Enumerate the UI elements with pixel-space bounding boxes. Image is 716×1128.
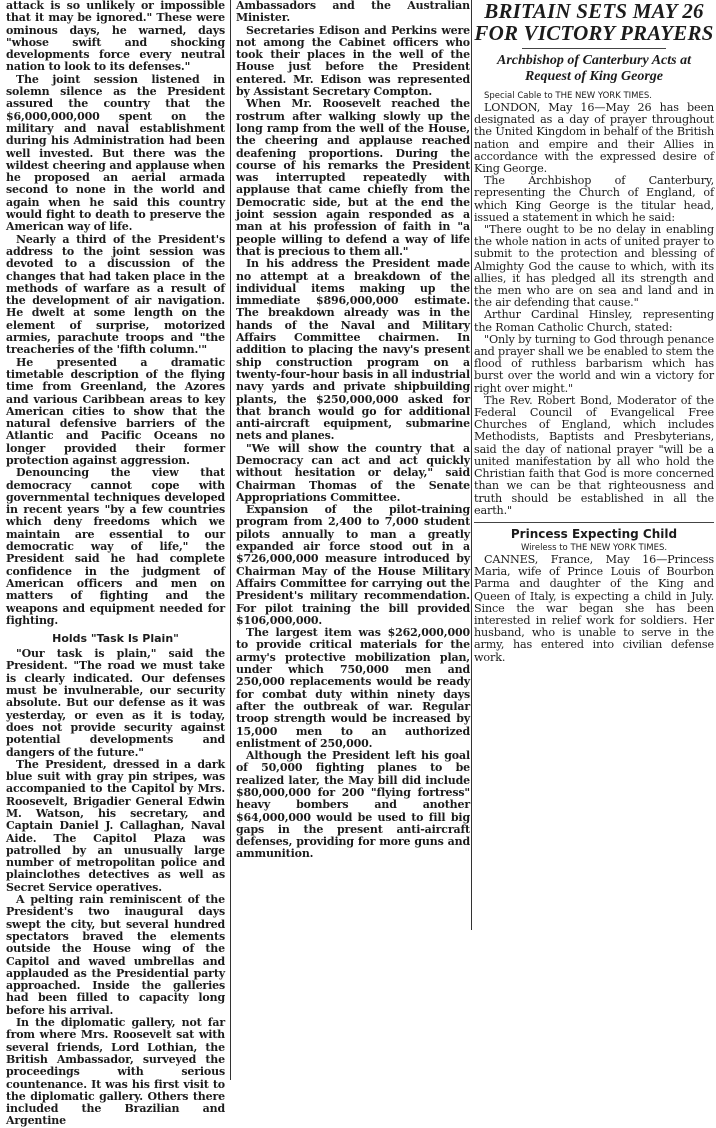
divider	[522, 48, 666, 49]
headline: BRITAIN SETS MAY 26 FOR VICTORY PRAYERS	[474, 0, 714, 45]
paragraph: In the diplomatic gallery, not far from where Mrs. Roosevelt sat with several friends, Lord Lothian, the British Ambassador, surveyed the proceedings with serious countenance. It was his first visit to the diplomatic gallery. Others there included the Brazilian and Argentine	[6, 1016, 225, 1128]
paragraph: The President, dressed in a dark blue suit with gray pin stripes, was accompanied to the Capitol by Mrs. Roosevelt, Brigadier General Edwin M. Watson, his secretary, and Captain Daniel J. Callaghan, Naval Aide. The Capitol Plaza was patrolled by an unusually large number of metropolitan police and plainclothes detectives as well as Secret Service operatives.	[6, 757, 225, 894]
paragraph: "Only by turning to God through penance and prayer shall we be enabled to stem the flood of ruthless barbarism which has burst over the world and win a victory for right over might."	[474, 332, 714, 395]
wireline: Wireless to THE NEW YORK TIMES.	[520, 542, 668, 553]
paragraph: The Rev. Robert Bond, Moderator of the Federal Council of Evangelical Free Churches of England, which includes Methodists, Baptists and Presbyterians, said the day of national prayer "will be a united manifestation by all who hold the Christian faith that God is more concerned than we can be that righteousness and truth should be established in all the earth."	[474, 393, 714, 517]
paragraph: When Mr. Roosevelt reached the rostrum after walking slowly up the long ramp from the well of the House, the cheering and applause reached deafening proportions. During the course of his remarks the President was interrupted repeatedly with applause that came chiefly from the Democratic side, but at the end the joint session again responded as a man at his profession of faith in "a people willing to defend a way of life that is precious to them all."	[236, 97, 470, 258]
article-column-3	[474, 0, 714, 922]
paragraph: He presented a dramatic timetable description of the flying time from Greenland, the Azores and various Caribbean areas to key American cities to show that the natural defensive barriers of the Atlantic and Pacific Oceans no longer provided their former protection against aggression.	[6, 355, 225, 467]
box-headline: Princess Expecting Child	[510, 526, 678, 541]
column-rule-left	[230, 0, 231, 1080]
subheading: Holds "Task Is Plain"	[52, 632, 179, 646]
paragraph: "Our task is plain," said the President. "The road we must take is clearly indicated. Our defenses must be invulnerable, our security absolute. But our defense as it was yesterday, or even as it is today, does not provide security against potential developments and dangers of the future."	[6, 647, 225, 759]
divider	[474, 522, 714, 523]
paragraph: Although the President left his goal of 50,000 fighting planes to be realized later, the May bill did include $80,000,000 for 200 "flying fortress" heavy bombers and another $64,000,000 would be used to fill big gaps in the present anti-aircraft defenses, providing for more guns and ammunition.	[236, 749, 470, 861]
paragraph: "There ought to be no delay in enabling the whole nation in acts of united prayer to submit to the protection and blessing of Almighty God the cause to which, with its allies, it has pledged all its strength and the men who are on sea and land and in the air defending that cause."	[474, 223, 714, 310]
paragraph: A pelting rain reminiscent of the President's two inaugural days swept the city, but several hundred spectators braved the elements outside the House wing of the Capitol and waved umbrellas and applauded as the Presidential party approached. Inside the galleries had been filled to capacity long before his arrival.	[6, 893, 225, 1017]
paragraph: Arthur Cardinal Hinsley, representing the Roman Catholic Church, stated:	[474, 308, 714, 334]
paragraph: The Archbishop of Canterbury, representing the Church of England, of which King George is the titular head, issued a statement in which he said:	[474, 174, 714, 224]
deck-headline: Archbishop of Canterbury Acts at Request of King George	[497, 53, 691, 84]
paragraph: attack is so unlikely or impossible that it may be ignored." These were ominous days, he warned, days "whose swift and shocking developments force every neutral nation to look to its defenses."	[6, 0, 225, 74]
paragraph: Expansion of the pilot-training program from 2,400 to 7,000 student pilots annually to man a greatly expanded air force stood out in a $726,000,000 measure introduced by Chairman May of the House Military Affairs Committee for carrying out the President's military recommendation. For pilot training the bill provided $106,000,000.	[236, 503, 470, 627]
article-column-1	[6, 0, 225, 1128]
paragraph: In his address the President made no attempt at a breakdown of the individual items making up the immediate $896,000,000 estimate. The breakdown already was in the hands of the Naval and Military Affairs Committee chairmen. In addition to placing the navy's present ship construction program on a twenty-four-hour basis in all industrial navy yards and private shipbuilding plants, the $250,000,000 asked for that branch would go for additional anti-aircraft equipment, submarine nets and planes.	[236, 257, 470, 443]
paragraph: Denouncing the view that democracy cannot cope with governmental techniques developed in recent years "by a few countries which deny freedoms which we maintain are essential to our democratic way of life," the President said he had complete confidence in the judgment of American officers and men on matters of fighting and the weapons and equipment needed for fighting.	[6, 466, 225, 627]
paragraph: "We will show the country that a Democracy can act and act quickly without hesitation or delay," said Chairman Thomas of the Senate Appropriations Committee.	[236, 441, 470, 504]
dateline: Special Cable to THE NEW YORK TIMES.	[484, 91, 652, 101]
paragraph: Nearly a third of the President's address to the joint session was devoted to a discussion of the changes that had taken place in the methods of warfare as a result of the development of air navigation. He dwelt at some length on the element of surprise, motorized armies, parachute troops and "the treacheries of the 'fifth column.'"	[6, 232, 225, 357]
paragraph: The joint session listened in solemn silence as the President assured the country that the $6,000,000,000 spent on the military and naval establishment during his Administration had been well invested. But there was the wildest cheering and applause when he proposed an aerial armada second to none in the world and again when he said this country would fight to death to preserve the American way of life.	[6, 72, 225, 234]
paragraph: CANNES, France, May 16—Princess Maria, wife of Prince Louis of Bourbon Parma and daughter of the King and Queen of Italy, is expecting a child in July. Since the war began she has been interested in relief work for soldiers. Her husband, who is unable to serve in the army, has entered into civilian defense work.	[474, 552, 714, 664]
article-column-2	[236, 0, 470, 868]
paragraph: The largest item was $262,000,000 to provide critical materials for the army's protective mobilization plan, under which 750,000 men and 250,000 replacements would be ready for combat duty within ninety days after the outbreak of war. Regular troop strength would be increased by 15,000 men to an authorized enlistment of 250,000.	[236, 626, 470, 750]
paragraph: Ambassadors and the Australian Minister.	[236, 0, 470, 25]
paragraph: Secretaries Edison and Perkins were not among the Cabinet officers who took their places in the well of the House just before the President entered. Mr. Edison was represented by Assistant Secretary Compton.	[236, 23, 470, 99]
column-rule-right	[471, 0, 472, 930]
paragraph: LONDON, May 16—May 26 has been designated as a day of prayer throughout the United Kingdom in behalf of the British nation and empire and their Allies in accordance with the expressed desire of King George.	[474, 101, 714, 176]
